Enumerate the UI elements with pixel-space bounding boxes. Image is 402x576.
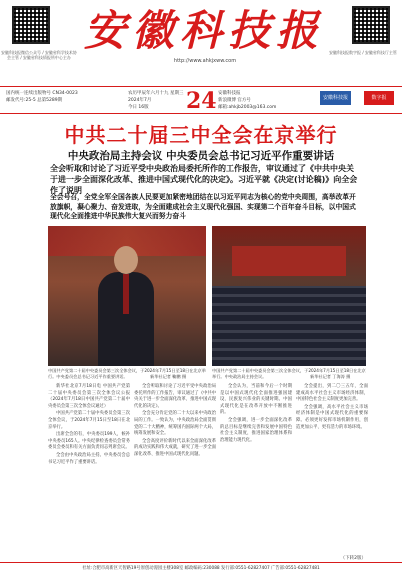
issue-date-text: 农历甲辰年六月十九 2024年7月 今日 16版 [128,91,169,110]
main-headline: 中共二十届三中全会在京举行 [64,123,338,147]
side-photo-credit: 新华社记者 丁海涛 摄 [310,374,351,379]
main-photo-credit: 新华社记者 鞠鹏 摄 [150,374,187,379]
continued-on-page-2[interactable]: （下转2版） [340,556,366,561]
footer-address: 社址:合肥市高新区天智路19号原创动漫园主楼308室 邮政编码:230088 发行部:0551-62827407 广告部:0551-62827481 [0,562,402,576]
masthead [0,0,402,84]
lead-paragraph-2: 全会号召，全党全军全国各族人民要更加紧密地团结在以习近平同志为核心的党中央周围，高举改革开放旗帜，凝心聚力、奋发进取，为全面建成社会主义现代化强国、实现第二个百年奋斗目标，以中国式现代化全面推进中华民族伟大复兴而努力奋斗 [50,193,356,220]
digital-edition-button[interactable]: 数字报 [364,91,394,105]
digital-edition-qr-code[interactable] [352,6,390,44]
subheadline: 中央政治局主持会议 中央委员会总书记习近平作重要讲话 [67,150,335,162]
side-photo[interactable] [212,226,366,366]
contact-info: 安徽科技报 新浪微博 官方号 邮箱:ahkjb2003@163.com [218,91,277,110]
photo-stage [232,246,346,276]
issue-info-bar [0,86,402,114]
subscribe-button[interactable]: 安徽科技报 [320,91,351,105]
qr-right-caption: 安徽科技报数字报 / 安徽省科技厅主管 [329,50,397,55]
site-url[interactable]: http://www.ahkjxww.com [173,58,237,64]
article-column-3: 全会认为，当前和今后一个时期是以中国式现代化全面推进强国建设、民族复兴伟业的关键时期。中国式现代化是在改革开放中不断推进的。 全会强调，进一步全面深化改革的总目标是继续完善和发展中国特色社会主义制度，推进国家治理体系和治理能力现代化。 [220,384,292,443]
wechat-qr-code[interactable] [12,6,50,44]
lead-paragraph-1: 全会听取和讨论了习近平受中央政治局委托所作的工作报告，审议通过了《中共中央关于进一步全面深化改革、推进中国式现代化的决定》。习近平就《决定(讨论稿)》向全会作了说明 [50,164,358,195]
article-column-4: 全会提出，到二〇三五年，全面建成高水平社会主义市场经济体制，中国特色社会主义制度更加完善。 全会强调，高水平社会主义市场经济体制是中国式现代化的重要保障。必须更好发挥市场机制作用，创造更加公平、更有活力的市场环境。 [296,384,368,430]
main-photo[interactable] [48,226,206,366]
article-column-1: 新华社北京7月18日电 中国共产党第二十届中央委员会第三次全体会议公报（2024年7月18日中国共产党第二十届中央委员会第三次全体会议通过） 中国共产党第二十届中央委员会第三次全体会议，于2024年7月15日至18日在北京举行。 出席全会的有，中央委员199人，候补中央委员165人。中央纪律检查委员会常务委员会委员和有关方面负责同志列席会议。 全会由中央政治局主持。中央委员会总书记习近平作了重要讲话。 [48,384,130,465]
weekday: 星期三 [170,91,184,96]
article-column-2: 全会听取和讨论了习近平受中央政治局委托所作的工作报告，审议通过了《中共中央关于进一步全面深化改革、推进中国式现代化的决定》。 全会充分肯定党的二十大以来中央政治局的工作。一致认为，中央政治局全面贯彻党的二十大精神，统筹国内国际两个大局，统筹发展和安全。 全会高度评价新时代以来全面深化改革的成功实践和伟大成就，研究了进一步全面深化改革、推进中国式现代化问题。 [134,384,216,457]
publication-numbers: 国内统一连续出版物号 CN34-0023 邮发代号:25-5 总第5289期 [6,91,78,103]
photo-audience [212,286,366,366]
qr-left-caption: 安徽科技报微信公众号 / 安徽省科学技术协会主管 / 安徽省科技情报所中心主办 [1,50,77,60]
issue-day: 24 [186,88,217,114]
newspaper-logo: 安徽科技报 [84,6,325,55]
side-photo-caption: 中国共产党第二十届中央委员会第三次全体会议，于2024年7月15日至18日在北京举行。中央政治局主持会议。 [212,368,366,379]
speaker-figure [98,246,154,366]
main-photo-caption: 中国共产党第二十届中央委员会第三次全体会议，于2024年7月15日至18日在北京举行。中央委员会总书记习近平作重要讲话。 [48,368,206,379]
